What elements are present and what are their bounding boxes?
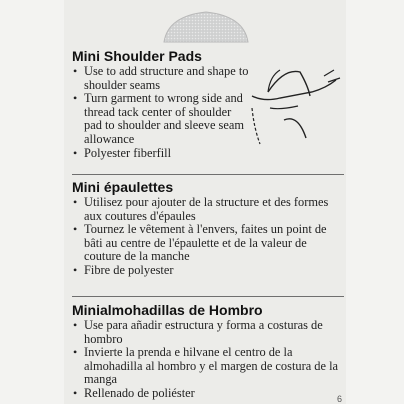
list-item: • Fibre de polyester <box>72 264 344 278</box>
list-item: • Utilisez pour ajouter de la structure et des formes aux coutures d'épaules <box>72 196 344 223</box>
spanish-section <box>72 302 344 401</box>
list-item: • Rellenado de poliéster <box>72 387 344 401</box>
shoulder-pad-illustration <box>240 52 346 162</box>
divider <box>72 174 344 175</box>
list-item: • Turn garment to wrong side and thread tack center of shoulder pad to shoulder and sleeve seam allowance <box>72 92 252 146</box>
section-title-french: Mini épaulettes <box>72 179 174 195</box>
list-item: • Use para añadir estructura y forma a costuras de hombro <box>72 319 344 346</box>
list-item: • Polyester fiberfill <box>72 147 252 161</box>
hang-hole-icon <box>158 10 254 44</box>
divider <box>72 296 344 297</box>
packaging-card <box>64 0 346 404</box>
list-item: • Use to add structure and shape to shoulder seams <box>72 65 252 92</box>
section-title-spanish: Minialmohadillas de Hombro <box>72 302 263 318</box>
spanish-list <box>72 319 344 401</box>
list-item: • Invierte la prenda e hilvane el centro de la almohadilla al hombro y el margen de costura de la manga <box>72 346 344 387</box>
edge-mark: 6 <box>336 394 342 404</box>
french-list <box>72 196 344 278</box>
section-title-english: Mini Shoulder Pads <box>72 48 202 64</box>
french-section <box>72 179 344 278</box>
list-item: • Tournez le vêtement à l'envers, faites un point de bâti au centre de l'épaulette et de la valeur de couture de la manche <box>72 223 344 264</box>
